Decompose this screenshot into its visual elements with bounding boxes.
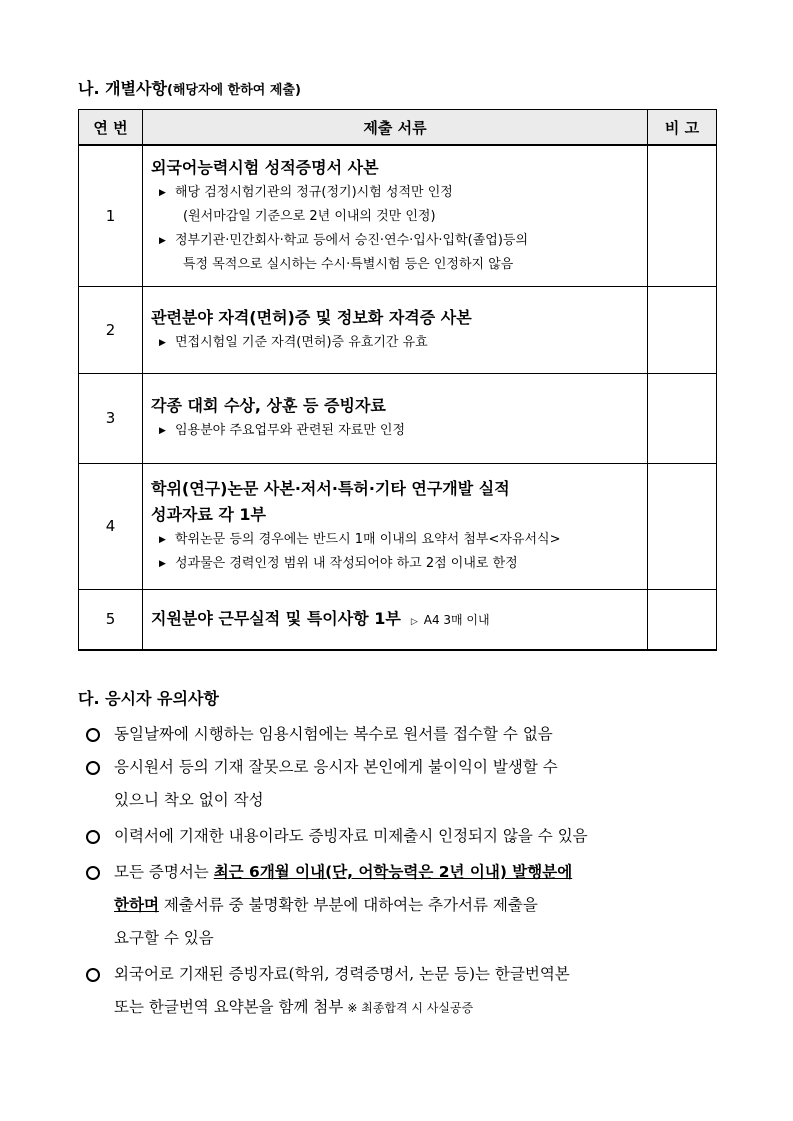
section-title-notices: 다. 응시자 유의사항 bbox=[78, 689, 219, 708]
row-title: 관련분야 자격(면허)증 및 정보화 자격증 사본 bbox=[151, 307, 472, 327]
row-number: 2 bbox=[79, 286, 143, 373]
row-title-continued: 성과자료 각 1부 bbox=[151, 505, 267, 524]
list-item: ▶ 면접시험일 기준 자격(면허)증 유효기간 유효 bbox=[151, 331, 639, 355]
table-row bbox=[79, 286, 717, 373]
row-remarks bbox=[648, 463, 717, 589]
header-remarks: 비 고 bbox=[648, 110, 717, 146]
row-number: 3 bbox=[79, 373, 143, 463]
list-item: ▶ 정부기관·민간회사·학교 등에서 승진·연수·입사·입학(졸업)등의 bbox=[151, 229, 639, 253]
row-inline-note: ▷ A4 3매 이내 bbox=[410, 613, 490, 628]
list-item: ▶ 임용분야 주요업무와 관련된 자료만 인정 bbox=[151, 419, 639, 443]
notice-list bbox=[84, 718, 724, 1025]
table-row bbox=[79, 145, 717, 286]
header-no: 연 번 bbox=[79, 110, 143, 146]
triangle-outline-icon: ▷ bbox=[410, 617, 418, 628]
row-remarks bbox=[648, 145, 717, 286]
row-content bbox=[143, 589, 648, 650]
list-item: ▶ 성과물은 경력인정 범위 내 작성되어야 하고 2점 이내로 한정 bbox=[151, 552, 639, 576]
row-remarks bbox=[648, 286, 717, 373]
row-content bbox=[143, 373, 648, 463]
circle-bullet-icon bbox=[86, 761, 100, 775]
row-number: 1 bbox=[79, 145, 143, 286]
row-number: 5 bbox=[79, 589, 143, 650]
row-number: 4 bbox=[79, 463, 143, 589]
row-title: 지원분야 근무실적 및 특이사항 1부 bbox=[151, 609, 401, 629]
emphasized-text: 한하며 bbox=[114, 896, 159, 914]
triangle-bullet-icon: ▶ bbox=[159, 426, 166, 436]
row-remarks bbox=[648, 373, 717, 463]
notice-item: 모든 증명서는 최근 6개월 이내(단, 어학능력은 2년 이내) 발행분에 한하며 제출서류 중 불명확한 부분에 대하여는 추가서류 제출을 요구할 수 있음 bbox=[84, 856, 724, 955]
notice-item: 응시원서 등의 기재 잘못으로 응시자 본인에게 불이익이 발생할 수 있으니 착오 없이 작성 bbox=[84, 751, 724, 817]
list-item: ▶ 해당 검정시험기관의 정규(정기)시험 성적만 인정 bbox=[151, 181, 639, 205]
emphasized-text: 최근 6개월 이내(단, 어학능력은 2년 이내) 발행분에 bbox=[213, 863, 573, 881]
row-title: 각종 대회 수상, 상훈 등 증빙자료 bbox=[151, 396, 386, 415]
row-remarks bbox=[648, 589, 717, 650]
table-row bbox=[79, 463, 717, 589]
list-item: (원서마감일 기준으로 2년 이내의 것만 인정) bbox=[183, 208, 436, 224]
section-subtitle: (해당자에 한하여 제출) bbox=[166, 83, 301, 98]
row-content bbox=[143, 286, 648, 373]
list-item: 특정 목적으로 실시하는 수시·특별시험 등은 인정하지 않음 bbox=[183, 256, 514, 272]
row-content bbox=[143, 463, 648, 589]
row-title: 학위(연구)논문 사본·저서·특허·기타 연구개발 실적 bbox=[151, 479, 510, 498]
circle-bullet-icon bbox=[86, 830, 100, 844]
header-docs: 제출 서류 bbox=[143, 110, 648, 146]
list-item: ▶ 학위논문 등의 경우에는 반드시 1매 이내의 요약서 첨부<자유서식> bbox=[151, 528, 639, 552]
triangle-bullet-icon: ▶ bbox=[159, 337, 166, 348]
notice-item: 동일날짜에 시행하는 임용시험에는 복수로 원서를 접수할 수 없음 bbox=[84, 718, 724, 751]
triangle-bullet-icon: ▶ bbox=[159, 559, 166, 569]
notice-item: 이력서에 기재한 내용이라도 증빙자료 미제출시 인정되지 않을 수 있음 bbox=[84, 820, 724, 853]
table-header-row bbox=[79, 110, 717, 146]
triangle-bullet-icon: ▶ bbox=[159, 535, 166, 545]
triangle-bullet-icon: ▶ bbox=[159, 187, 166, 198]
section-title-text: 나. 개별사항 bbox=[78, 79, 167, 98]
notice-item: 외국어로 기재된 증빙자료(학위, 경력증명서, 논문 등)는 한글번역본 또는 한글번역 요약본을 함께 첨부 ※ 최종합격 시 사실공증 bbox=[84, 958, 724, 1025]
circle-bullet-icon bbox=[86, 866, 100, 880]
table-row bbox=[79, 373, 717, 463]
documents-table bbox=[78, 109, 717, 651]
circle-bullet-icon bbox=[86, 728, 100, 742]
triangle-bullet-icon: ▶ bbox=[159, 235, 166, 246]
table-row bbox=[79, 589, 717, 650]
section-title-individual bbox=[78, 76, 301, 99]
row-title: 외국어능력시험 성적증명서 사본 bbox=[151, 157, 379, 177]
circle-bullet-icon bbox=[86, 968, 100, 982]
row-content bbox=[143, 145, 648, 286]
footnote-text: ※ 최종합격 시 사실공증 bbox=[347, 1001, 474, 1015]
